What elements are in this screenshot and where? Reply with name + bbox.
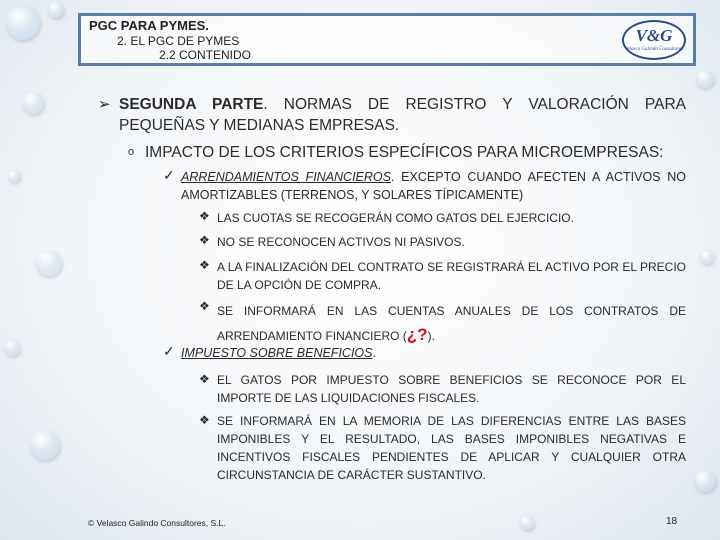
question-mark: ¿? — [406, 325, 428, 344]
diamond-bullet-icon: ❖ — [199, 299, 210, 313]
tax-point: EL GATOS POR IMPUESTO SOBRE BENEFICIOS SE RECONOCE POR EL IMPORTE DE LAS LIQUIDACIONES FISCALES. — [217, 373, 686, 405]
diamond-bullet-icon: ❖ — [199, 209, 210, 223]
diamond-bullet-icon: ❖ — [199, 413, 210, 427]
header-box — [78, 13, 696, 66]
water-drop-decoration — [694, 470, 716, 492]
water-drop-decoration — [520, 516, 534, 530]
leasing-point: A LA FINALIZACIÓN DEL CONTRATO SE REGISTRARÁ EL ACTIVO POR EL PRECIO DE LA OPCIÓN DE COMPRA. — [217, 260, 686, 292]
part-heading: SEGUNDA PARTE. NORMAS DE REGISTRO Y VALORACIÓN PARA PEQUEÑAS Y MEDIANAS EMPRESAS. — [119, 96, 686, 134]
impact-heading: IMPACTO DE LOS CRITERIOS ESPECÍFICOS PARA MICROEMPRESAS: — [145, 144, 664, 161]
section-subtitle: 2. EL PGC DE PYMES — [117, 34, 240, 48]
circle-bullet-icon: o — [128, 146, 135, 158]
water-drop-decoration — [30, 430, 60, 460]
leasing-item: ARRENDAMIENTOS FINANCIEROS. EXCEPTO CUANDO AFECTEN A ACTIVOS NO AMORTIZABLES (TERRENOS, Y SOLARES TÍPICAMENTE) — [181, 170, 686, 202]
water-drop-decoration — [36, 250, 62, 276]
water-drop-decoration — [48, 2, 64, 18]
leasing-point-disclosure: SE INFORMARÁ EN LAS CUENTAS ANUALES DE LOS CONTRATOS DE ARRENDAMIENTO FINANCIERO (¿?). — [217, 304, 686, 344]
water-drop-decoration — [8, 170, 20, 182]
water-drop-decoration — [700, 250, 714, 264]
leasing-point: LAS CUOTAS SE RECOGERÁN COMO GATOS DEL EJERCICIO. — [217, 211, 574, 225]
page-number: 18 — [666, 516, 678, 527]
check-bullet-icon: ✓ — [163, 167, 175, 183]
slide-title: PGC PARA PYMES. — [89, 18, 209, 33]
leasing-point: NO SE RECONOCEN ACTIVOS NI PASIVOS. — [217, 235, 465, 249]
tax-point: SE INFORMARÁ EN LA MEMORIA DE LAS DIFERENCIAS ENTRE LAS BASES IMPONIBLES Y EL RESULTADO, LAS BASES IMPONIBLES NEGATIVAS E INCENTIVOS FISCALES PENDIENTES DE APLICAR Y CUALQUIER OTRA CIRCUNSTANCIA DE CARÁCTER SUSTANTIVO. — [217, 414, 686, 482]
water-drop-decoration — [696, 70, 714, 88]
company-logo: V&G Velasco Galindo Consultores — [622, 20, 686, 60]
check-bullet-icon: ✓ — [163, 343, 175, 359]
water-drop-decoration — [4, 340, 20, 356]
diamond-bullet-icon: ❖ — [199, 233, 210, 247]
diamond-bullet-icon: ❖ — [199, 372, 210, 386]
footer-copyright: © Velasco Galindo Consultores, S.L. — [88, 518, 226, 528]
arrow-bullet-icon: ➢ — [98, 96, 111, 113]
tax-item: IMPUESTO SOBRE BENEFICIOS. — [181, 346, 376, 360]
water-drop-decoration — [6, 6, 40, 40]
subsection-subtitle: 2.2 CONTENIDO — [159, 48, 252, 62]
diamond-bullet-icon: ❖ — [199, 258, 210, 272]
water-drop-decoration — [22, 92, 44, 114]
